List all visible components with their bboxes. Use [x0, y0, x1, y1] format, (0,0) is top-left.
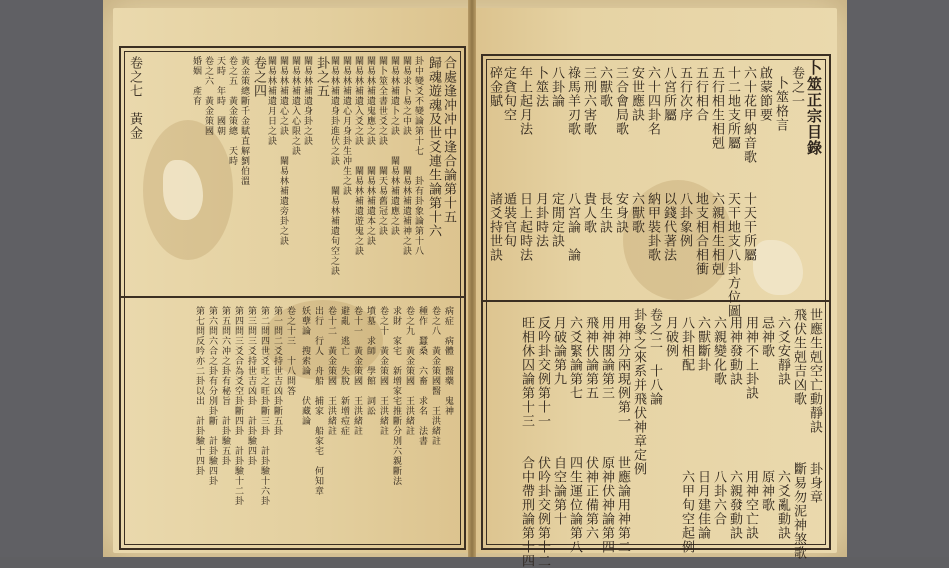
toc-line: 卷之六 黃金策國: [203, 56, 213, 136]
toc-line: 反吟卦交例第十一 伏吟卦交例第十二: [535, 316, 550, 568]
toc-line: 婚姻 產育: [191, 56, 201, 106]
toc-line: 第三問三爻持世吉凶卦 計卦驗四卦: [246, 306, 256, 466]
book-gutter: [468, 0, 476, 557]
toc-line: 六爻安靜訣 六爻亂動訣: [775, 316, 790, 540]
toc-line: 闡易林補遺鬼應之訣 闡易林補遺本之訣: [365, 56, 375, 246]
toc-line: 卦中變爻不變論第十七 卦有卦象論第十八: [413, 56, 423, 256]
toc-line: 第二問四世爻旺之旺卦斷三卦 計卦驗十六卦: [259, 306, 269, 506]
toc-line: 旺相休囚論第十三 合中帶刑論第十四: [519, 316, 534, 568]
toc-line: 卷之九 黃金策國 王洪緒註: [404, 306, 414, 436]
toc-line: 六十四卦名 納甲裝卦歌: [645, 66, 660, 262]
toc-line: 卦象之來系并飛伏神章定例: [631, 308, 646, 476]
toc-line: 六爻緊論第七 四生運位論第八: [567, 316, 582, 554]
toc-line: 卷之十三 十八問答: [285, 306, 295, 396]
toc-line: 第七問反吟亦二卦以出 計卦驗十四卦: [194, 306, 204, 476]
toc-line: 六親變化歌 八卦六合: [711, 316, 726, 526]
toc-line: 五行相合 地支相合相衝: [693, 66, 708, 276]
toc-line: 月破論第九 自空論第十: [551, 316, 566, 526]
toc-line: 用神不上卦訣 用神空亡訣: [743, 316, 758, 540]
toc-line: 世應生剋空亡動靜訣 卦身章: [807, 308, 822, 504]
toc-line: 闡易林補遺心之訣 闡易林補遺旁卦之訣: [278, 56, 288, 246]
toc-line: 用神閣論第三 原神伏神論第四: [599, 316, 614, 554]
toc-line: 第六問六合之卦有分別卦斷 計卦驗四卦: [207, 306, 217, 486]
toc-line: 卷之八 黃金策國醫 王洪緒註: [430, 306, 440, 446]
toc-line: 第一問二爻持世吉凶卦斷五卦: [272, 306, 282, 436]
toc-line: 卜筮法 月卦時法: [533, 66, 548, 248]
toc-line: 祿馬羊刃歌 八宮論 論: [565, 66, 580, 262]
toc-line: 卷十二 黃金策國 王洪緒註: [326, 306, 336, 436]
toc-line: 妖孽論 搜索論 伏藏論: [300, 306, 310, 426]
toc-line: 闡易林補遺卜之訣 闡易林補遺應之訣: [389, 56, 399, 236]
toc-line: 闡易林補遺入爻之訣 闡易林補遺遊鬼之訣: [353, 56, 363, 256]
toc-line: 卷之五 黃金策總 天時: [227, 56, 237, 166]
toc-line: 飛伏生剋吉凶歌 斷易勿泥神煞歌: [791, 308, 806, 560]
toc-line: 闡易林補遺入心限之訣: [290, 56, 300, 156]
toc-line: 三刑六害歌 貴人歌: [581, 66, 596, 234]
toc-line: 年上起月法 日上起時法: [517, 66, 532, 262]
toc-line: 墳墓 求師 學館 詞訟: [365, 306, 375, 416]
toc-line: 用神發動訣 六親發動訣: [727, 316, 742, 540]
toc-line: 闡易求卜易之中訣 闡易林補遺補神之訣: [401, 56, 411, 256]
toc-line: 五行相生相剋 六親相生相剋: [709, 66, 724, 276]
right-page-divider: [481, 300, 831, 302]
toc-line: 忌神歌 原神歌: [759, 316, 774, 512]
toc-line: 月破例: [663, 316, 678, 358]
toc-line: 用神分兩現例第一 世應論用神第二: [615, 316, 630, 554]
toc-line: 第四問三爻合為爻空卦斷四卦 計卦驗十二卦: [233, 306, 243, 506]
toc-line: 定貪旬空 遁裝官旬: [501, 66, 516, 248]
toc-line: 卷之一: [789, 66, 804, 108]
toc-line: 闡易林補遺心月身卦生冲生之訣: [341, 56, 351, 196]
toc-line: 八卦論 定閒定訣: [549, 66, 564, 248]
toc-line: 求財 家宅 新增家宅推斷分別六親斷法: [391, 306, 401, 486]
toc-line: 避亂 逃亡 失脫 新增痘症: [339, 306, 349, 436]
toc-line: 六獸歌 長生訣: [597, 66, 612, 234]
toc-line: 闡易林補遺身卦之訣: [302, 56, 312, 146]
toc-line: 卷之七 黃金: [127, 56, 142, 140]
toc-line: 歸魂遊魂及世爻連生論第十六: [426, 56, 441, 238]
toc-line: 闡易林補遺身卦進伏之訣 闡易林補遺旬空之訣: [329, 56, 339, 276]
toc-line: 天時 年時 國朝: [215, 56, 225, 136]
toc-line: 卷之二 十八論: [647, 308, 662, 406]
toc-line: 卷之十 黃金策國 王洪緒註: [378, 306, 388, 436]
toc-line: 六獸斷卦 日月建佳論: [695, 316, 710, 540]
toc-line: 病症 病體 醫藥 鬼神: [443, 306, 453, 416]
toc-line: 第五問六冲之卦有秘旨 計卦驗五卦: [220, 306, 230, 466]
book-spread: [103, 0, 847, 568]
toc-line: 啟蒙節要: [757, 66, 772, 122]
toc-line: 合處逢冲冲中逢合論第十五: [441, 56, 456, 224]
toc-line: 卜筮格言: [773, 76, 788, 132]
toc-line: 十二地支所屬 天干地支八卦方位圖: [725, 66, 740, 318]
toc-line: 五行次序 八卦象例: [677, 66, 692, 248]
toc-line: 六十花甲納音歌 十天干所屬: [741, 66, 756, 262]
toc-title: 卜筮正宗目錄: [805, 60, 823, 156]
toc-line: 闡易林補遺月日之訣: [266, 56, 276, 146]
toc-line: 卷之四: [251, 56, 266, 98]
toc-line: 八宮所屬 以錢代著法: [661, 66, 676, 262]
toc-line: 種作 蠶桑 六畜 求名 法書: [417, 306, 427, 446]
toc-line: 闡卜筮全書世爻之訣 闡天易舊冠之訣: [377, 56, 387, 236]
toc-line: 八卦相配 六甲旬空起例: [679, 316, 694, 554]
toc-line: 碎金賦 諸爻持世訣: [487, 66, 502, 262]
toc-line: 卷十一 黃金策國 王洪緒註: [352, 306, 362, 436]
toc-line: 黃金策總斷千金賦直解劉伯溫: [239, 56, 249, 186]
left-page-divider: [119, 296, 466, 298]
toc-line: 出行 行人 舟船 捕家 船家宅 何知章: [313, 306, 323, 496]
toc-line: 飛神伏論第五 伏神正備第六: [583, 316, 598, 540]
toc-line: 三合會局歌 安身訣: [613, 66, 628, 234]
toc-line: 安世應訣 六獸歌: [629, 66, 644, 234]
toc-line: 卦之五: [314, 56, 329, 98]
